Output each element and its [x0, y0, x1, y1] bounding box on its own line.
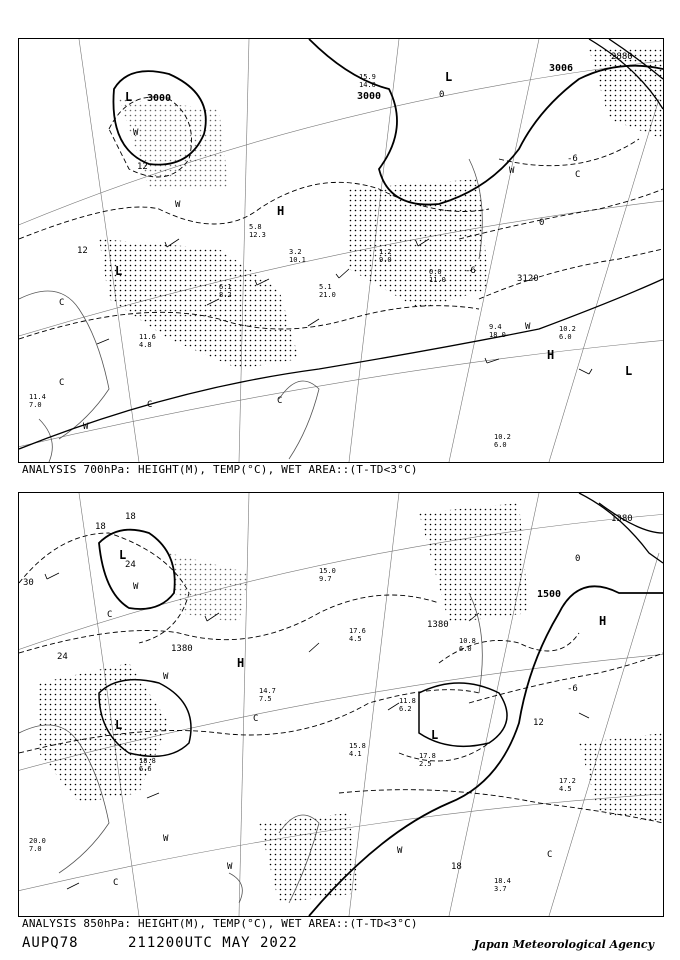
svg-text:5.1: 5.1: [319, 283, 332, 291]
analysis-700hpa-map: [18, 38, 664, 463]
svg-text:20.0: 20.0: [29, 837, 46, 845]
svg-text:21.0: 21.0: [319, 291, 336, 299]
agency-name: Japan Meteorological Agency: [473, 938, 654, 951]
height-label: 3000: [147, 93, 172, 104]
svg-text:9.0: 9.0: [379, 256, 392, 264]
cold-marker: C: [277, 396, 283, 406]
svg-text:18.4: 18.4: [494, 877, 511, 885]
svg-text:10.1: 10.1: [289, 256, 306, 264]
warm-marker: W: [397, 846, 403, 856]
svg-text:6.0: 6.0: [494, 441, 507, 449]
warm-marker: W: [163, 834, 169, 844]
analysis-850hpa-map: [18, 492, 664, 917]
svg-text:17.8: 17.8: [419, 752, 436, 760]
cold-marker: C: [575, 170, 581, 180]
svg-text:10.2: 10.2: [559, 325, 576, 333]
height-label: 1380: [611, 514, 633, 524]
svg-text:4.5: 4.5: [559, 785, 572, 793]
svg-text:3.7: 3.7: [494, 885, 507, 893]
svg-text:11.0: 11.0: [429, 276, 446, 284]
warm-marker: W: [163, 672, 169, 682]
svg-text:4.8: 4.8: [139, 341, 152, 349]
isotherm-label: 12: [137, 162, 148, 172]
isotherm-label: 24: [125, 560, 136, 570]
svg-text:18.8: 18.8: [139, 757, 156, 765]
warm-marker: W: [227, 862, 233, 872]
svg-text:11.8: 11.8: [399, 697, 416, 705]
cold-marker: C: [59, 378, 65, 388]
pressure-center-high: H: [599, 614, 607, 628]
cold-marker: C: [107, 610, 113, 620]
isotherm-label: -6: [465, 266, 476, 276]
cold-marker: C: [59, 298, 65, 308]
svg-text:15.0: 15.0: [319, 567, 336, 575]
svg-text:8.2: 8.2: [219, 291, 232, 299]
svg-text:6.6: 6.6: [139, 765, 152, 773]
isotherm-label: 24: [57, 652, 68, 662]
isotherm-label: 18: [125, 512, 136, 522]
svg-text:10.2: 10.2: [494, 433, 511, 441]
isotherm-label: 30: [23, 578, 34, 588]
pressure-center-low: L: [445, 70, 453, 84]
pressure-center-high: H: [547, 348, 555, 362]
svg-text:9.7: 9.7: [319, 575, 332, 583]
svg-text:11.4: 11.4: [29, 393, 46, 401]
svg-text:6.2: 6.2: [399, 705, 412, 713]
pressure-center-low: L: [125, 90, 133, 104]
svg-text:14.7: 14.7: [259, 687, 276, 695]
map-850-canvas: [19, 493, 663, 916]
svg-text:2.5: 2.5: [419, 760, 432, 768]
height-label: 2880: [611, 52, 633, 62]
cold-marker: C: [113, 878, 119, 888]
isotherm-label: -6: [567, 684, 578, 694]
warm-marker: W: [133, 582, 139, 592]
isotherm-label: 0: [575, 554, 581, 564]
height-label: 3006: [549, 63, 574, 74]
svg-text:7.0: 7.0: [29, 401, 42, 409]
cold-marker: C: [547, 850, 553, 860]
isotherm-label: -6: [567, 154, 578, 164]
cold-marker: C: [253, 714, 259, 724]
svg-text:12.3: 12.3: [249, 231, 266, 239]
map-caption-850: ANALYSIS 850hPa: HEIGHT(M), TEMP(°C), WET AREA::(T-TD<3°C): [22, 917, 418, 930]
svg-text:3.2: 3.2: [289, 248, 302, 256]
warm-marker: W: [175, 200, 181, 210]
svg-text:5.8: 5.8: [249, 223, 262, 231]
height-label: 1500: [537, 589, 562, 600]
svg-text:6.0: 6.0: [459, 645, 472, 653]
svg-text:15.9: 15.9: [359, 73, 376, 81]
svg-text:4.5: 4.5: [349, 635, 362, 643]
isotherm-label: 0: [539, 218, 545, 228]
pressure-center-high: H: [237, 656, 245, 670]
svg-text:0.0: 0.0: [429, 268, 442, 276]
svg-text:18.0: 18.0: [489, 331, 506, 339]
analysis-datetime: 211200UTC MAY 2022: [128, 935, 298, 951]
map-700-canvas: [19, 39, 663, 462]
svg-text:6.1: 6.1: [219, 283, 232, 291]
svg-text:4.1: 4.1: [349, 750, 362, 758]
pressure-center-low: L: [115, 718, 123, 732]
map-caption-700: ANALYSIS 700hPa: HEIGHT(M), TEMP(°C), WET AREA::(T-TD<3°C): [22, 463, 418, 476]
cold-marker: C: [147, 400, 153, 410]
svg-text:6.0: 6.0: [559, 333, 572, 341]
pressure-center-low: L: [431, 728, 439, 742]
height-label: 1380: [427, 620, 449, 630]
svg-text:10.8: 10.8: [459, 637, 476, 645]
svg-text:1.2: 1.2: [379, 248, 392, 256]
warm-marker: W: [83, 422, 89, 432]
svg-text:7.5: 7.5: [259, 695, 272, 703]
pressure-center-low: L: [119, 548, 127, 562]
pressure-center-low: L: [115, 264, 123, 278]
chart-code: AUPQ78: [22, 935, 79, 951]
warm-marker: W: [525, 322, 531, 332]
warm-marker: W: [509, 166, 515, 176]
svg-text:17.2: 17.2: [559, 777, 576, 785]
warm-marker: W: [133, 128, 139, 138]
svg-text:9.4: 9.4: [489, 323, 502, 331]
svg-text:7.0: 7.0: [29, 845, 42, 853]
height-label: 3120: [517, 274, 539, 284]
height-label: 1380: [171, 644, 193, 654]
isotherm-label: 18: [95, 522, 106, 532]
isotherm-label: 18: [451, 862, 462, 872]
svg-text:15.8: 15.8: [349, 742, 366, 750]
isotherm-label: 0: [439, 90, 445, 100]
height-label: 3000: [357, 91, 382, 102]
pressure-center-high: H: [277, 204, 285, 218]
svg-text:14.0: 14.0: [359, 81, 376, 89]
svg-text:11.6: 11.6: [139, 333, 156, 341]
isotherm-label: 12: [533, 718, 544, 728]
isotherm-label: 12: [77, 246, 88, 256]
pressure-center-low: L: [625, 364, 633, 378]
svg-text:17.6: 17.6: [349, 627, 366, 635]
